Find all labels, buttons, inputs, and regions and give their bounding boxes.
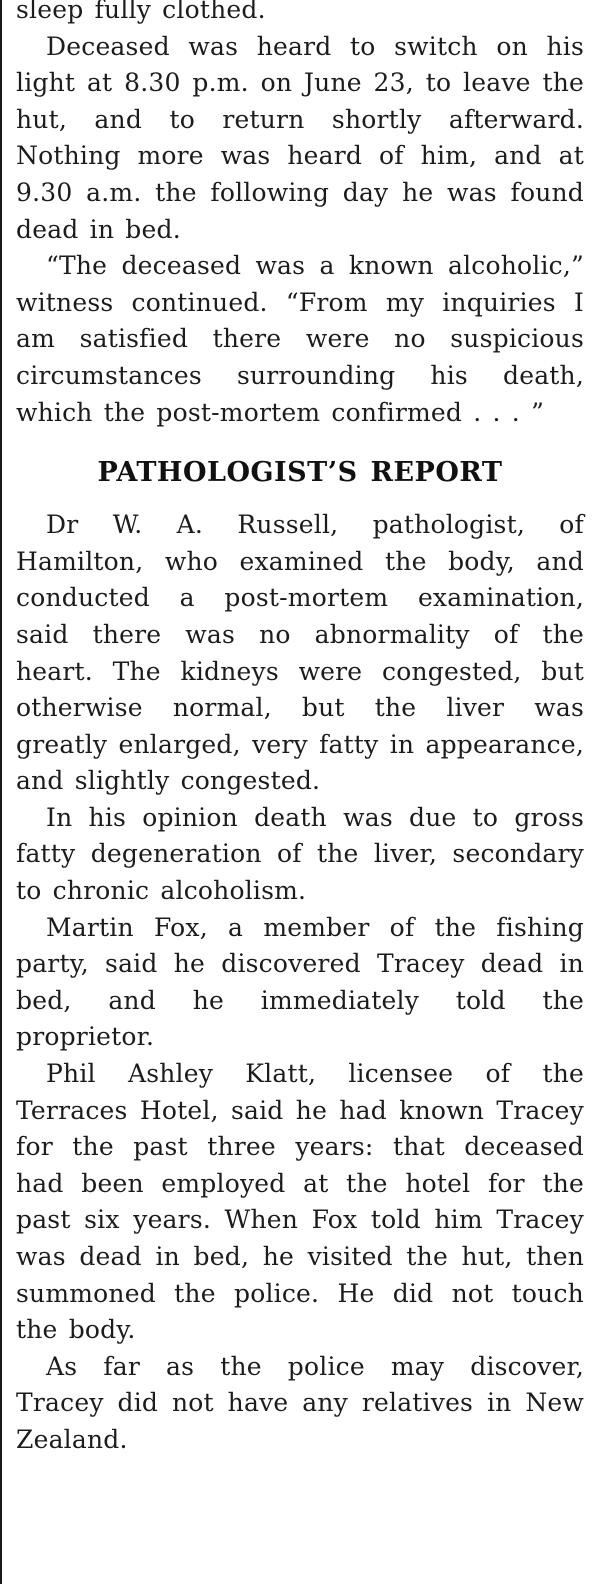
paragraph-light-switch: Deceased was heard to switch on his light at 8.30 p.m. on June 23, to leave the hut, and to return shortly afterward. Nothing more was heard of him, and at 9.30 a.m. the following day he was found dead in bed. xyxy=(16,31,584,244)
paragraph-opinion: In his opinion death was due to gross fatty degeneration of the liver, secondary to chronic alcoholism. xyxy=(16,802,584,906)
paragraph-martin-fox: Martin Fox, a member of the fishing party, said he discovered Tracey dead in bed, and he immediately told the proprietor. xyxy=(16,912,584,1052)
paragraph-relatives: As far as the police may discover, Tracey did not have any relatives in New Zealand. xyxy=(16,1351,584,1454)
lead-fragment: sleep fully clothed. xyxy=(16,0,266,24)
paragraph-witness-statement: “The deceased was a known alcoholic,” witness continued. “From my inquiries I am satisfied there were no suspicious circumstances surrounding his death, which the post-mortem confirmed . . . ” xyxy=(16,251,584,427)
paragraph-licensee: Phil Ashley Klatt, licensee of the Terraces Hotel, said he had known Tracey for the past three years: that deceased had been employed at the hotel for the past six years. When Fox told him Tracey was dead in bed, he visited the hut, then summoned the police. He did not touch the body. xyxy=(16,1059,584,1345)
subheading-pathologists-report: PATHOLOGIST’S REPORT xyxy=(97,457,503,489)
article-body xyxy=(16,0,584,1459)
paragraph-pathologist: Dr W. A. Russell, pathologist, of Hamilton, who examined the body, and conducted a post-mortem examination, said there was no abnormality of the heart. The kidneys were congested, but otherwise normal, but the liver was greatly enlarged, very fatty in appearance, and slightly congested. xyxy=(16,510,584,796)
